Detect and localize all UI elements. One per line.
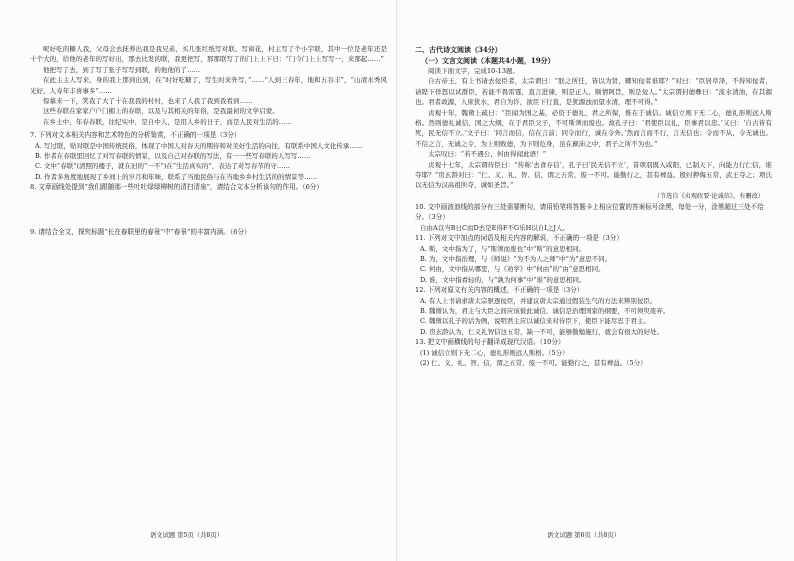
passage-paragraph: 在乡土中，年春春联，往纪实中，是自中人，是用人乡的日子，而是人民对生活的……: [43, 117, 292, 126]
question-8: 8. 文章画线处提到“我们跟随那一些吐吐绿绿柳树的清扫清泉”，请结合文本分析该句的作用。（6分）: [30, 183, 323, 192]
question-13-item-1: (1) 诚信立则下无二心，德礼形则远人斯格。（5分）: [420, 348, 569, 357]
question-12: 12. 下列对原文有关内容的概述，不正确的一项是（3分）: [415, 286, 584, 295]
question-12-option-c: C. 魏徵以孔子的话为例，说明君主应以诚信来对待臣下，使臣下能尽忠于君主。: [420, 317, 650, 326]
section-title: 二、古代诗文阅读（34分）: [415, 45, 502, 54]
exam-page-right: [397, 0, 794, 561]
question-7-option-a: A. 写过联，贴对联是中国传统民俗，体现了中国人对春天的期待和对美好生活的向往，有联系中国人文化传承……: [35, 141, 363, 150]
question-12-option-d: D. 房玄龄认为，仁义礼智信这五常，缺一不可，能够勤勉施行，就会有很大的好处。: [420, 327, 664, 336]
question-7-option-d: D. 作者多角度地展现了乡间上的岁月和年味，联系了当地民俗与在当地乡乡村生活的的情景等……: [35, 172, 318, 181]
question-11: 11. 下列对文中加点的词语及相关内容的解说，不正确的一项是（3分）: [415, 234, 623, 243]
reading-instruction: 阅读下面文字，完成10-13题。: [428, 67, 520, 75]
question-7-option-b: B. 作者在春联里回忆了对写春联的情景，以及自己对春联的写法，有一一些写春联的人写写……: [35, 152, 311, 161]
question-9: 9. 请结合全文，探究标题“长在春联里的春景”中“春景”的丰富内涵。（6分）: [30, 227, 251, 236]
question-12-option-a: A. 有人上书请求唐太宗驱逐佞臣，并建议唐太宗通过假装生气的方法来辨别佞臣。: [420, 296, 657, 305]
passage-paragraph: 自古帝王，有上书请去佞臣者，太宗谓曰：“朕之所任，皆以为贤，卿知佞者谁耶？”对曰：“臣居草泽，不得知佞者，请陛下佯怒以试群臣，若能不畏雷霆，直言进谏，则是正人，顺情阿旨，则是佞人。”太宗谓封德彝曰：“流水清浊，在其源也。君者政源，人庶犹水，君自为诈，欲臣下行直，是犹源浊而望水清，理不可得。”: [415, 77, 772, 107]
question-13-item-2: (2) 仁、义、礼、智、信，谓之五常，废一不可。能勤行之，甚有裨益。（5分）: [420, 358, 647, 367]
question-7: 7. 下列对文本相关内容和艺术特色的分析鉴赏，不正确的一项是（3分）: [30, 131, 241, 140]
page-footer-left: 语文试题 第5页（共8页）: [150, 532, 223, 539]
question-10: 10. 文中画波浪线的部分有三处需要断句，请用铅笔将答题卡上相应位置的答案标号涂黑，每处一分，涂黑超过三处不给分。（3分）: [415, 202, 764, 222]
question-11-option-c: C. 何由，文中指从哪里，与《劝学》中“何由”的“由”意思相同。: [420, 265, 605, 274]
passage-paragraph: 这些春联在家家户户门楣上的春联，以及与其相关的年俗，是我最初的文学启蒙。: [43, 107, 279, 116]
passage-paragraph: 呢好吃的糖人我，父母会去抚养出我是我兄弟，买几张红纸写对联、写窗花，村主写了个小字联，其中一位是老年还是十个大的，给他的老年的写好出，那去比发的联，我更把写，那那联写了的门上上下日：“门今门上上写写一，来那起……”: [30, 45, 387, 64]
question-7-option-c: C. 文中“春联”(清照的楼子，就在旧的“一不”)在“生活真实的”，表达了对写春节的守……: [35, 162, 290, 171]
passage-paragraph: 太宗叹曰：“若不遇公，何由得闻此语！”: [428, 150, 547, 159]
passage-paragraph: 在此主主人写来、身的我上那到出到，在“时好吃糖了，写生时来外写，”……“人到三春年，地和五谷丰”，“山清水秀风光好，人寿年丰喜事多”……: [30, 76, 387, 95]
passage-source: （节选自《贞观政要·论诚信》，有删改）: [653, 192, 764, 200]
subsection-title: （一）文言文阅读（本题共4小题，19分）: [421, 56, 555, 65]
question-11-option-b: B. 为，文中指治理，与《师说》“为不为人之师”中“为”意思不同。: [420, 254, 612, 263]
question-13: 13. 把文中画横线的句子翻译成现代汉语。（10分）: [415, 338, 565, 347]
question-11-option-a: A. 斯，文中指为了，与“斯须而废也”中“斯”的意思相同。: [420, 244, 586, 253]
page-footer-right: 语文试题 第6页（共8页）: [547, 532, 620, 539]
question-12-option-b: B. 魏徵认为，君主与大臣之间应该彼此诚信，诚信是治理国家的纲要，不可须臾废弃。: [420, 306, 670, 315]
passage-paragraph: 贞观十七年，太宗谓侍臣曰：“传称‘去食存信’，孔子曰‘民无信不立’，昔项羽既入咸阳，已制天下，向能力行仁信，谁夺耶？”房玄龄对曰：“仁、义、礼、智、信，谓之五常，废一不可。能勤行之，甚有裨益。殷纣狎侮五常，武王夺之；项氏以无信为汉高祖所夺，诚如圣旨。”: [415, 160, 772, 190]
passage-paragraph: 惊慕来一下，笑我了大了十在我我的村村，也来了人我了我到我看到……: [43, 97, 253, 106]
passage-paragraph: 贞观十年，魏徵上疏曰：“臣闻为国之基，必资于德礼，君之所保，惟在于诚信。诚信立则下无二心，德礼形则远人斯格。然则德礼诚信，国之大纲，在于君臣父子，不可斯须而废也。故孔子曰：‘君使臣以礼，臣事君以忠。’又曰：‘自古皆有死，民无信不立。’文子曰：‘同言而信，信在言前；同令而行，诚在令外。’然而言而不行，言无信也；令而不从，令无诚也。不信之言，无诚之令，为上则败德，为下则危身，虽在颠沛之中，君子之所不为也。”: [415, 108, 772, 148]
passage-paragraph: 他把写了去，到了写了张子写写到联，的他他的了……: [43, 65, 201, 74]
question-10-line: 自由A以当B日C而D去是E得F不G乐H以自I之J人。: [420, 223, 569, 232]
question-11-option-d: D. 谁，文中指看轻的，与“孰为何事”中“谁”的意思相同。: [420, 275, 586, 284]
